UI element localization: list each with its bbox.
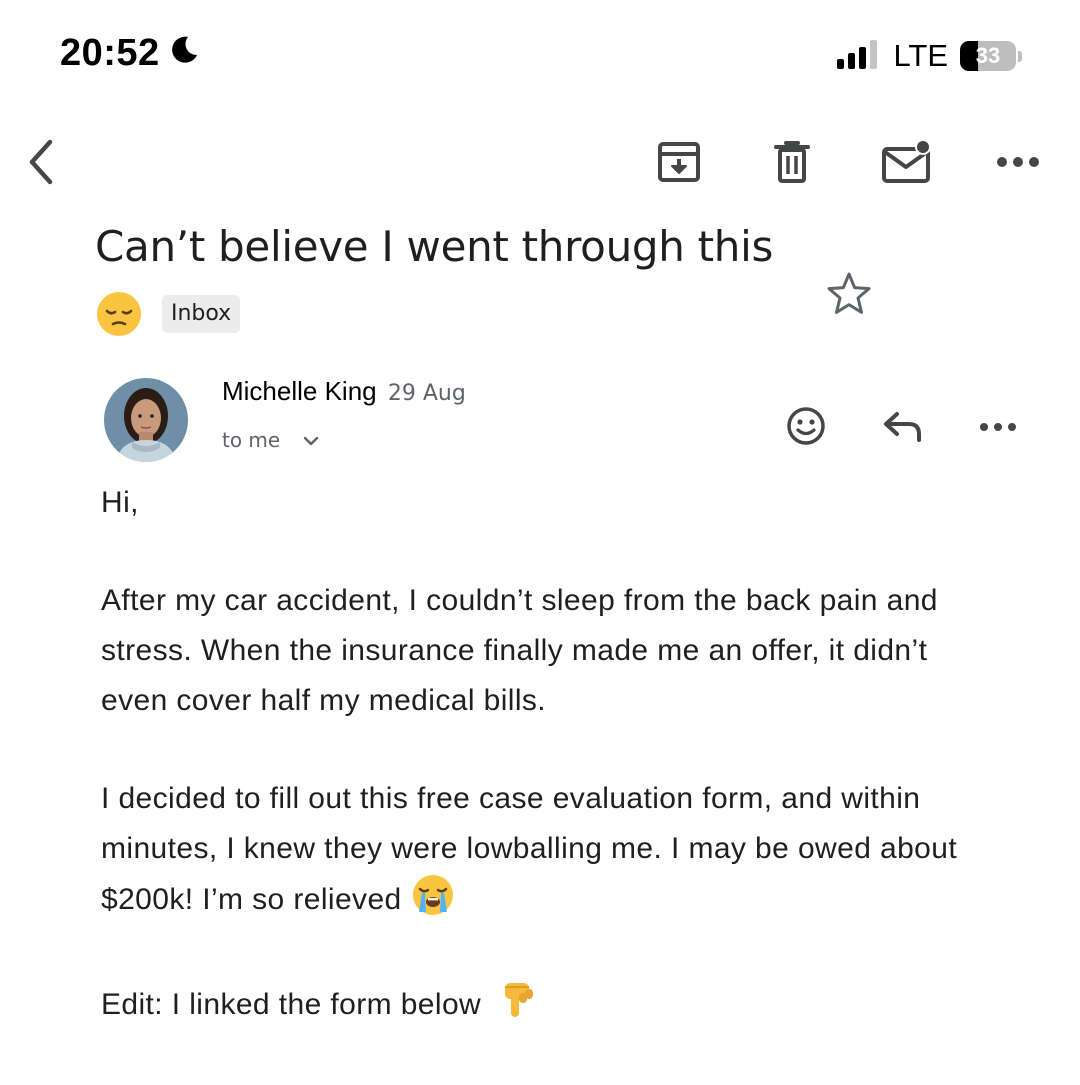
more-horizontal-icon [979, 419, 1017, 437]
recipient-text: to me [222, 428, 281, 452]
star-outline-icon [824, 305, 874, 322]
battery-icon [960, 41, 1016, 71]
pensive-face-emoji [96, 291, 142, 337]
backhand-index-pointing-down-emoji [501, 981, 535, 1037]
reply-arrow-icon [881, 408, 925, 449]
sender-name: Michelle King [222, 376, 377, 406]
more-options-button[interactable] [992, 142, 1044, 186]
more-horizontal-icon [996, 155, 1040, 173]
body-edit-note [101, 980, 1001, 1037]
back-button[interactable] [16, 138, 64, 190]
chevron-down-icon [302, 428, 320, 452]
status-bar-indicators [837, 36, 1022, 76]
network-type: LTE [893, 38, 948, 73]
body-edit-note-text: Edit: I linked the form below [101, 988, 482, 1021]
signal-strength-icon [837, 39, 881, 74]
add-reaction-button[interactable] [782, 404, 830, 452]
loudly-crying-face-emoji [412, 874, 454, 932]
body-greeting: Hi, [101, 486, 139, 519]
recipient-details-toggle[interactable] [222, 428, 320, 452]
label-chip-inbox[interactable]: Inbox [162, 295, 240, 333]
delete-button[interactable] [766, 138, 818, 190]
email-date: 29 Aug [387, 381, 466, 406]
battery-percent: 33 [975, 43, 1001, 68]
clock-text: 20:52 [60, 32, 160, 74]
sender-line [222, 376, 466, 407]
body-paragraph-2-text: I decided to fill out this free case evaluation form, and within minutes, I knew they were lowballing me. I may be owed about $200k! I’m so relieved [101, 782, 958, 916]
message-body [101, 478, 1001, 1085]
email-subject: Can’t believe I went through this [95, 222, 774, 271]
smiley-face-icon [785, 405, 827, 452]
archive-icon [655, 140, 703, 189]
moon-icon [168, 32, 200, 75]
body-paragraph-2 [101, 774, 1001, 932]
chevron-left-icon [22, 138, 58, 191]
reply-button[interactable] [878, 404, 928, 452]
message-more-options-button[interactable] [976, 414, 1020, 442]
status-bar-time [60, 32, 200, 75]
star-button[interactable] [824, 270, 874, 323]
battery-nub [1018, 51, 1022, 62]
mark-unread-icon [878, 139, 934, 190]
mark-unread-button[interactable] [876, 138, 936, 190]
sender-avatar[interactable] [104, 378, 188, 462]
body-paragraph-1: After my car accident, I couldn’t sleep from the back pain and stress. When the insurance finally made me an offer, it didn’t even cover half my medical bills. [101, 584, 938, 717]
archive-button[interactable] [652, 138, 706, 190]
trash-icon [770, 139, 814, 190]
